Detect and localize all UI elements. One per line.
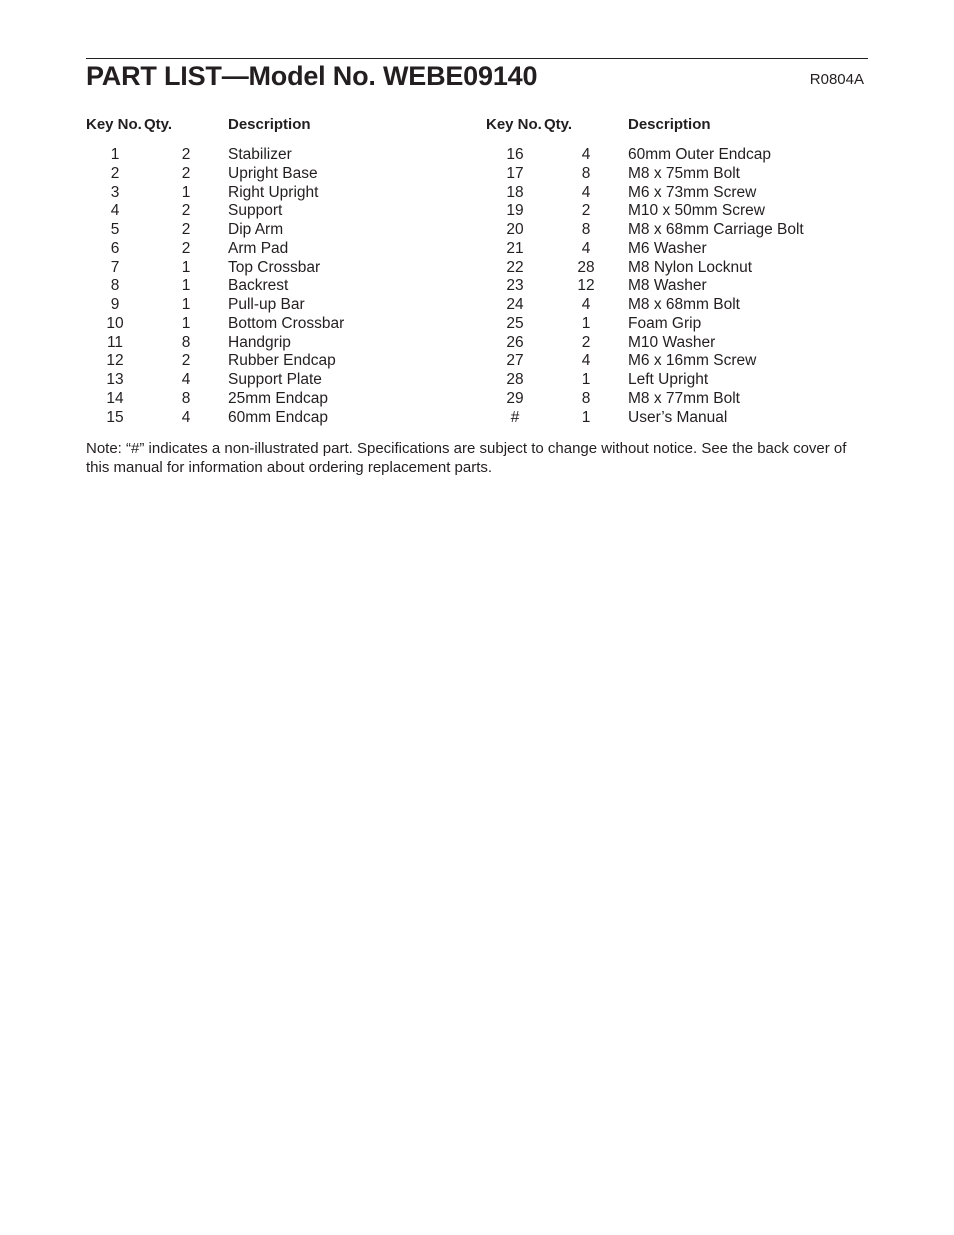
description-cell: Support Plate — [228, 371, 322, 388]
key-no-cell: 15 — [106, 408, 124, 426]
part-list-right-body — [486, 146, 804, 427]
description-cell: Stabilizer — [228, 146, 292, 163]
table-header-row — [486, 114, 804, 136]
table-row — [486, 202, 804, 221]
table-row — [486, 165, 804, 184]
description-cell: Handgrip — [228, 333, 291, 351]
qty-cell: 1 — [181, 314, 191, 332]
table-row — [486, 334, 804, 353]
qty-cell: 2 — [181, 221, 191, 238]
part-list-left-body — [86, 146, 344, 427]
description-cell: M8 x 68mm Carriage Bolt — [628, 221, 804, 238]
table-row — [486, 277, 804, 296]
qty-header: Qty. — [544, 116, 573, 133]
description-cell: Backrest — [228, 277, 289, 295]
key-no-cell: 26 — [506, 333, 524, 351]
key-no-cell: 3 — [110, 183, 120, 201]
table-row — [86, 184, 344, 203]
description-cell: User’s Manual — [628, 408, 728, 426]
key-no-cell: 11 — [106, 333, 124, 351]
description-cell: M10 Washer — [628, 333, 716, 351]
key-no-cell: 29 — [506, 389, 524, 407]
key-no-cell: 4 — [110, 202, 120, 220]
table-row — [86, 334, 344, 353]
qty-cell: 2 — [181, 352, 191, 370]
qty-cell: 4 — [581, 352, 591, 370]
qty-cell: 4 — [581, 296, 591, 313]
qty-cell: 8 — [581, 221, 591, 238]
table-row — [86, 259, 344, 278]
key-no-cell: 17 — [506, 164, 524, 182]
description-cell: M8 Nylon Locknut — [628, 258, 753, 276]
table-row — [486, 315, 804, 334]
qty-cell: 2 — [181, 164, 191, 182]
qty-cell: 8 — [181, 389, 191, 407]
description-cell: Left Upright — [628, 371, 709, 388]
description-cell: M8 Washer — [628, 277, 707, 295]
qty-cell: 4 — [581, 183, 591, 201]
table-row — [86, 221, 344, 240]
key-no-header: Key No. — [486, 116, 542, 133]
qty-cell: 1 — [581, 314, 591, 332]
key-no-cell: 16 — [506, 146, 524, 163]
description-cell: M10 x 50mm Screw — [628, 202, 765, 220]
qty-cell: 4 — [181, 371, 191, 388]
qty-cell: 1 — [581, 408, 591, 426]
table-row — [86, 409, 344, 428]
qty-cell: 2 — [181, 239, 191, 257]
table-row — [86, 277, 344, 296]
table-row — [486, 259, 804, 278]
table-row — [86, 315, 344, 334]
qty-cell: 1 — [181, 277, 191, 295]
table-row — [486, 296, 804, 315]
description-cell: Upright Base — [228, 164, 318, 182]
description-cell: Bottom Crossbar — [228, 314, 345, 332]
qty-header: Qty. — [144, 116, 173, 133]
part-list-right-table — [486, 114, 804, 427]
key-no-cell: 10 — [106, 314, 124, 332]
description-cell: 60mm Outer Endcap — [628, 146, 772, 163]
page-title: PART LIST—Model No. WEBE09140 — [86, 61, 538, 91]
table-row — [486, 352, 804, 371]
document-code: R0804A — [809, 71, 864, 88]
description-cell: Rubber Endcap — [228, 352, 336, 370]
key-no-cell: 23 — [506, 277, 524, 295]
key-no-cell: 1 — [110, 146, 120, 163]
part-list-left-table — [86, 114, 344, 427]
table-row — [86, 371, 344, 390]
key-no-cell: 22 — [506, 258, 524, 276]
description-cell: Foam Grip — [628, 314, 702, 332]
table-header-row — [86, 114, 344, 136]
key-no-cell: 21 — [506, 239, 524, 257]
key-no-cell: 13 — [106, 371, 124, 388]
table-row — [486, 221, 804, 240]
table-row — [486, 240, 804, 259]
description-cell: M6 Washer — [628, 239, 707, 257]
qty-cell: 2 — [581, 202, 591, 220]
description-cell: 25mm Endcap — [228, 389, 328, 407]
key-no-header: Key No. — [86, 116, 142, 133]
key-no-cell: 5 — [110, 221, 120, 238]
qty-cell: 4 — [581, 239, 591, 257]
table-row — [486, 146, 804, 165]
key-no-cell: # — [510, 408, 520, 426]
qty-cell: 4 — [581, 146, 591, 163]
key-no-cell: 14 — [106, 389, 124, 407]
qty-cell: 2 — [181, 146, 191, 163]
key-no-cell: 20 — [506, 221, 524, 238]
description-header: Description — [628, 116, 711, 133]
table-row — [86, 240, 344, 259]
table-row — [86, 390, 344, 409]
qty-cell: 2 — [581, 333, 591, 351]
table-row — [486, 390, 804, 409]
description-cell: Arm Pad — [228, 239, 289, 257]
qty-cell: 2 — [181, 202, 191, 220]
table-row — [86, 296, 344, 315]
qty-cell: 8 — [581, 389, 591, 407]
description-cell: 60mm Endcap — [228, 408, 328, 426]
table-row — [486, 409, 804, 428]
qty-cell: 12 — [577, 277, 595, 295]
key-no-cell: 28 — [506, 371, 524, 388]
description-header: Description — [228, 116, 311, 133]
qty-cell: 4 — [181, 408, 191, 426]
table-row — [86, 165, 344, 184]
table-row — [86, 202, 344, 221]
table-row — [486, 371, 804, 390]
table-row — [86, 146, 344, 165]
key-no-cell: 18 — [506, 183, 524, 201]
key-no-cell: 19 — [506, 202, 524, 220]
key-no-cell: 2 — [110, 164, 120, 182]
description-cell: M6 x 73mm Screw — [628, 183, 757, 201]
table-row — [486, 184, 804, 203]
qty-cell: 1 — [181, 296, 191, 313]
key-no-cell: 8 — [110, 277, 120, 295]
key-no-cell: 24 — [506, 296, 524, 313]
qty-cell: 28 — [577, 258, 595, 276]
description-cell: Pull-up Bar — [228, 296, 305, 313]
description-cell: Right Upright — [228, 183, 319, 201]
description-cell: M8 x 75mm Bolt — [628, 164, 740, 182]
key-no-cell: 25 — [506, 314, 524, 332]
key-no-cell: 7 — [110, 258, 120, 276]
footnote: Note: “#” indicates a non-illustrated part. Specifications are subject to change without notice. See the back cover of this manual for information about ordering replacement parts. — [86, 440, 847, 476]
qty-cell: 1 — [181, 183, 191, 201]
description-cell: Top Crossbar — [228, 258, 321, 276]
qty-cell: 1 — [581, 371, 591, 388]
key-no-cell: 27 — [506, 352, 524, 370]
description-cell: M8 x 68mm Bolt — [628, 296, 740, 313]
description-cell: Dip Arm — [228, 221, 284, 238]
description-cell: Support — [228, 202, 283, 220]
table-row — [86, 352, 344, 371]
qty-cell: 8 — [581, 164, 591, 182]
key-no-cell: 6 — [110, 239, 120, 257]
key-no-cell: 12 — [106, 352, 124, 370]
description-cell: M6 x 16mm Screw — [628, 352, 757, 370]
key-no-cell: 9 — [110, 296, 120, 313]
qty-cell: 8 — [181, 333, 191, 351]
qty-cell: 1 — [181, 258, 191, 276]
description-cell: M8 x 77mm Bolt — [628, 389, 740, 407]
